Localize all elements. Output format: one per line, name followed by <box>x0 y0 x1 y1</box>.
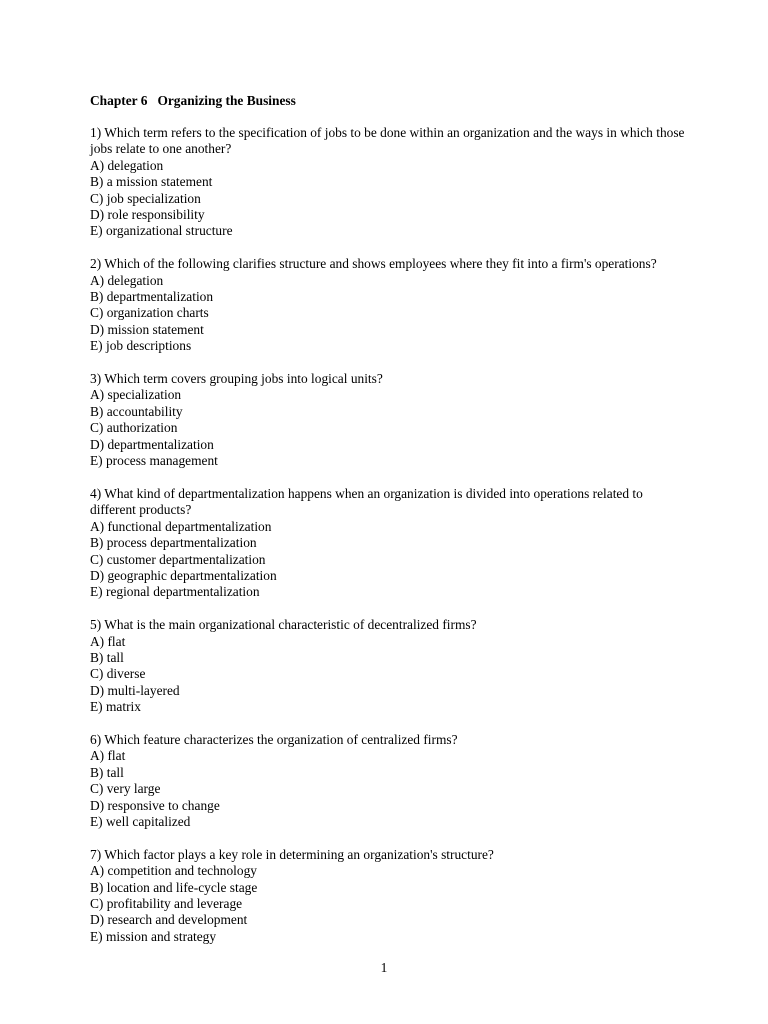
answer-option: A) delegation <box>90 157 164 173</box>
answer-option: B) tall <box>90 764 124 780</box>
question-stem: 2) Which of the following clarifies structure and shows employees where they fit into a firm's operations? <box>90 256 657 272</box>
answer-option: A) specialization <box>90 387 182 403</box>
question-5 <box>90 617 690 715</box>
question-stem: 1) Which term refers to the specification of jobs to be done within an organization and the ways in which those jobs relate to one another? <box>90 125 685 157</box>
answer-option: E) process management <box>90 453 218 469</box>
answer-option: B) process departmentalization <box>90 535 257 551</box>
question-3 <box>90 371 690 469</box>
answer-option: C) customer departmentalization <box>90 551 266 567</box>
answer-option: A) flat <box>90 633 126 649</box>
question-1 <box>90 125 690 240</box>
answer-option: A) functional departmentalization <box>90 518 272 534</box>
answer-option: E) organizational structure <box>90 223 233 239</box>
answer-option: C) authorization <box>90 420 178 436</box>
answer-option: B) location and life-cycle stage <box>90 879 258 895</box>
answer-option: D) role responsibility <box>90 207 205 223</box>
question-stem: 5) What is the main organizational characteristic of decentralized firms? <box>90 617 477 633</box>
question-stem: 7) Which factor plays a key role in determining an organization's structure? <box>90 846 494 862</box>
question-6 <box>90 732 690 830</box>
question-4 <box>90 486 690 601</box>
answer-option: B) tall <box>90 649 124 665</box>
question-stem: 6) Which feature characterizes the organization of centralized firms? <box>90 731 458 747</box>
answer-option: D) mission statement <box>90 321 204 337</box>
question-stem: 4) What kind of departmentalization happens when an organization is divided into operations related to different products? <box>90 485 643 518</box>
answer-option: D) research and development <box>90 912 248 928</box>
answer-option: C) job specialization <box>90 190 201 206</box>
chapter-title: Chapter 6 Organizing the Business <box>90 93 296 108</box>
answer-option: C) organization charts <box>90 305 209 321</box>
answer-option: B) departmentalization <box>90 289 214 305</box>
answer-option: C) diverse <box>90 666 146 682</box>
question-list <box>90 125 690 962</box>
question-7 <box>90 847 690 945</box>
answer-option: D) geographic departmentalization <box>90 567 277 583</box>
answer-option: E) matrix <box>90 699 141 715</box>
answer-option: D) responsive to change <box>90 797 220 813</box>
page-number: 1 <box>380 960 388 975</box>
answer-option: B) a mission statement <box>90 174 213 190</box>
answer-option: C) very large <box>90 781 161 797</box>
answer-option: E) job descriptions <box>90 338 192 354</box>
answer-option: E) regional departmentalization <box>90 584 260 600</box>
answer-option: A) flat <box>90 748 126 764</box>
answer-option: A) delegation <box>90 272 164 288</box>
question-2 <box>90 256 690 354</box>
answer-option: E) mission and strategy <box>90 928 217 944</box>
answer-option: D) multi-layered <box>90 682 180 698</box>
answer-option: E) well capitalized <box>90 813 191 829</box>
answer-option: C) profitability and leverage <box>90 896 243 911</box>
answer-option: B) accountability <box>90 403 183 419</box>
answer-option: D) departmentalization <box>90 436 214 452</box>
answer-option: A) competition and technology <box>90 863 257 879</box>
question-stem: 3) Which term covers grouping jobs into logical units? <box>90 371 383 387</box>
